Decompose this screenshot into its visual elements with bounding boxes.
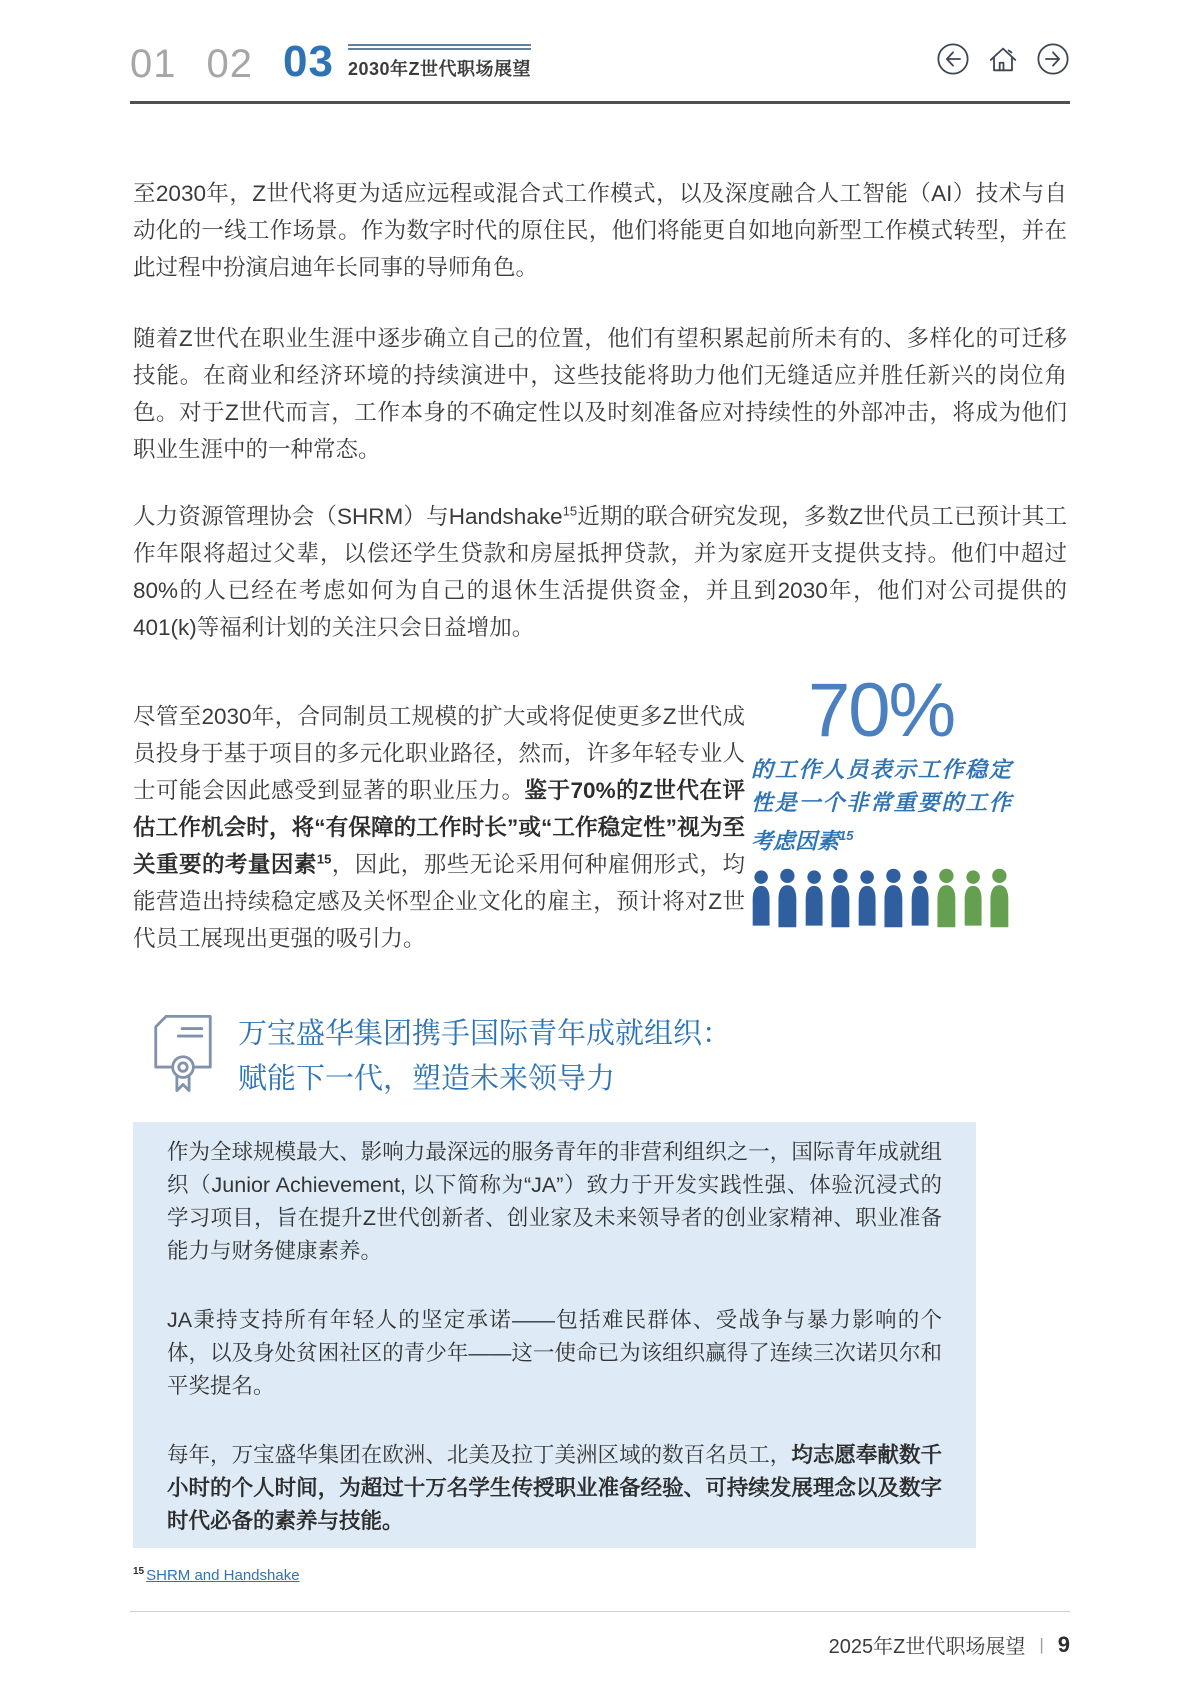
ja-section-heading — [152, 1012, 731, 1102]
footnote-ref-15: 15 — [562, 503, 578, 519]
footer-separator: | — [1039, 1634, 1044, 1654]
ja-paragraph-intro: 作为全球规模最大、影响力最深远的服务青年的非营利组织之一，国际青年成就组织（Junior Achievement, 以下简称为“JA”）致力于开发实践性强、体验沉浸式的学习项目，旨在提升Z世代创新者、创业家及未来领导者的创业家精神、职业准备能力与财务健康素养。 — [167, 1140, 942, 1263]
body-text — [133, 175, 1067, 957]
person-icon — [751, 868, 771, 928]
header-nav-icons — [936, 42, 1070, 76]
ja-callout-box — [133, 1122, 976, 1548]
stat-description: 的工作人员表示工作稳定性是一个非常重要的工作考虑因素$^{15}$ — [751, 757, 1011, 854]
person-icon — [935, 868, 958, 928]
footer-title: 2025年Z世代职场展望 — [828, 1636, 1026, 1658]
footnote-ref-15: 15 — [839, 828, 854, 844]
ja-paragraph-volunteers: 每年，万宝盛华集团在欧洲、北美及拉丁美洲区域的数百名员工，均志愿奉献数千小时的个人时间，为超过十万名学生传授职业准备经验、可持续发展理念以及数字时代必备的素养与技能。 — [167, 1443, 942, 1533]
person-icon — [882, 868, 905, 928]
footnote-number: 15 — [133, 1566, 145, 1577]
footer-divider — [130, 1611, 1070, 1612]
nav-section-01[interactable]: 01 — [130, 42, 177, 86]
stat-callout — [745, 668, 1067, 957]
home-icon[interactable] — [986, 42, 1020, 76]
person-icon — [776, 868, 799, 928]
header-divider — [130, 101, 1070, 104]
footnote-ref-15: 15 — [316, 851, 332, 867]
person-icon — [910, 868, 930, 928]
certificate-icon — [152, 1012, 214, 1099]
nav-section-03-active[interactable]: 03 — [283, 37, 334, 86]
section-label-wrap — [348, 44, 531, 81]
paragraph-shrm-study: 人力资源管理协会（SHRM）与Handshake$^{15}$近期的联合研究发现，多数Z世代员工已预计其工作年限将超过父辈，以偿还学生贷款和房屋抵押贷款，并为家庭开支提供支持。他们中超过80%的人已经在考虑如何为自己的退休生活提供资金，并且到2030年，他们对公司提供的401(k)等福利计划的关注只会日益增加。 — [133, 503, 1067, 640]
person-icon — [857, 868, 877, 928]
page-footer — [829, 1630, 1070, 1659]
paragraph-transferable-skills: 随着Z世代在职业生涯中逐步确立自己的位置，他们有望积累起前所未有的、多样化的可迁移技能。在商业和经济环境的持续演进中，这些技能将助力他们无缝适应并胜任新兴的岗位角色。对于Z世代而言，工作本身的不确定性以及时刻准备应对持续性的外部冲击，将成为他们职业生涯中的一种常态。 — [133, 326, 1067, 462]
page-header — [130, 37, 1070, 86]
ja-section-title: 万宝盛华集团携手国际青年成就组织： 赋能下一代，塑造未来领导力 — [238, 1018, 732, 1095]
page-number: 9 — [1057, 1631, 1070, 1657]
person-icon — [804, 868, 824, 928]
people-figures — [751, 868, 1011, 928]
section-label-rule — [348, 44, 531, 50]
paragraph-job-stability: 尽管至2030年，合同制员工规模的扩大或将促使更多Z世代成员投身于基于项目的多元化职业路径，然而，许多年轻专业人士可能会因此感受到显著的职业压力。鉴于70%的Z世代在评估工作机会时，将“有保障的工作时长”或“工作稳定性”视为至关重要的考量因素$^{15}$，因此，那些无论采用何种雇佣形式，均能营造出持续稳定感及关怀型企业文化的雇主，预计将对Z世代员工展现出更强的吸引力。 — [133, 704, 745, 951]
footnote — [133, 1566, 300, 1584]
paragraph-remote-work: 至2030年，Z世代将更为适应远程或混合式工作模式，以及深度融合人工智能（AI）技术与自动化的一线工作场景。作为数字时代的原住民，他们将能更自如地向新型工作模式转型，并在此过程中扮演启迪年长同事的导师角色。 — [133, 181, 1067, 280]
stability-row — [133, 668, 1067, 957]
back-arrow-icon[interactable] — [936, 42, 970, 76]
stat-value: 70% — [807, 668, 955, 753]
forward-arrow-icon[interactable] — [1036, 42, 1070, 76]
nav-section-02[interactable]: 02 — [206, 42, 253, 86]
section-label: 2030年Z世代职场展望 — [347, 59, 531, 79]
person-icon — [963, 868, 983, 928]
footnote-link[interactable]: SHRM and Handshake — [146, 1567, 300, 1584]
person-icon — [988, 868, 1011, 928]
person-icon — [829, 868, 852, 928]
ja-paragraph-mission: JA秉持支持所有年轻人的坚定承诺——包括难民群体、受战争与暴力影响的个体，以及身处贫困社区的青少年——这一使命已为该组织赢得了连续三次诺贝尔和平奖提名。 — [167, 1308, 942, 1398]
